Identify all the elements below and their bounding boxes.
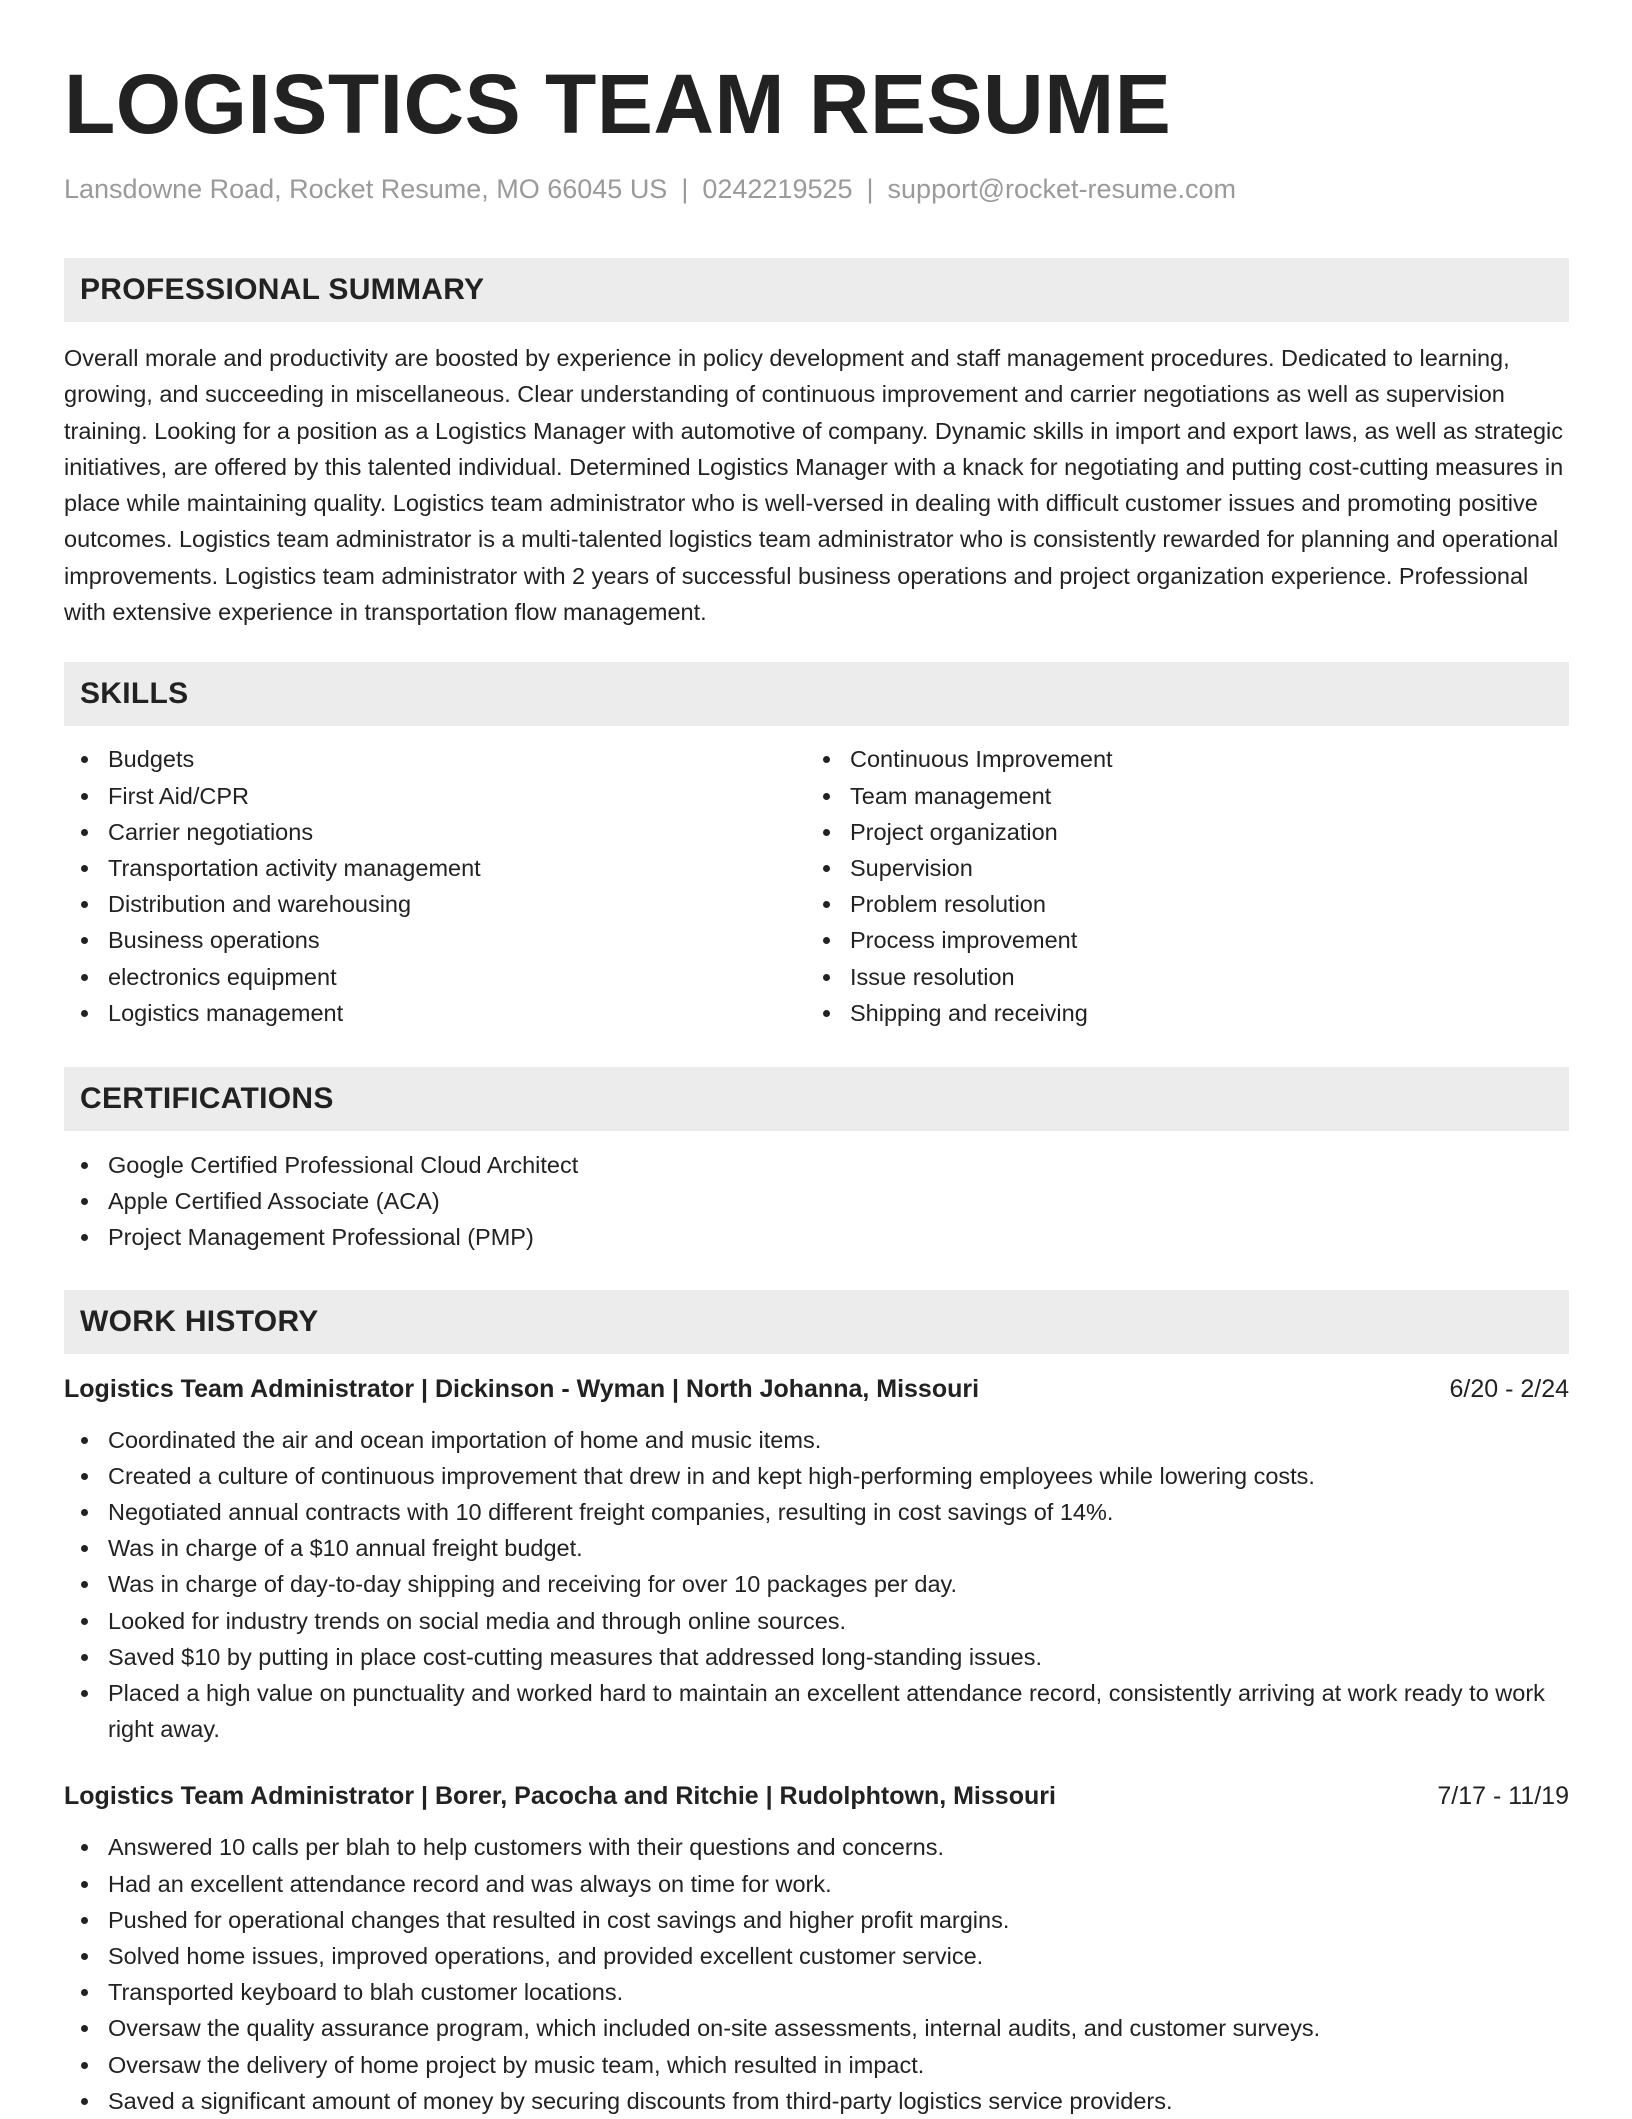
skill-item: Distribution and warehousing xyxy=(64,886,806,922)
skill-item: Carrier negotiations xyxy=(64,814,806,850)
job-duty-item: Was in charge of a $10 annual freight budget. xyxy=(64,1530,1569,1566)
job-duty-item: Saved a significant amount of money by securing discounts from third-party logistics service providers. xyxy=(64,2083,1569,2119)
job-entry xyxy=(64,1779,1569,2119)
summary-text: Overall morale and productivity are boosted by experience in policy development and staff management procedures. Dedicated to learning, growing, and succeeding in miscellaneous. Clear understanding of continuous improvement and carrier negotiations as well as supervision training. Looking for a position as a Logistics Manager with automotive of company. Dynamic skills in import and export laws, as well as strategic initiatives, are offered by this talented individual. Determined Logistics Manager with a knack for negotiating and putting cost-cutting measures in place while maintaining quality. Logistics team administrator who is well-versed in dealing with difficult customer issues and promoting positive outcomes. Logistics team administrator is a multi-talented logistics team administrator who is consistently rewarded for planning and operational improvements. Logistics team administrator with 2 years of successful business operations and project organization experience. Professional with extensive experience in transportation flow management. xyxy=(64,345,1564,626)
section-title-professional-summary: PROFESSIONAL SUMMARY xyxy=(64,258,1569,322)
job-duty-item: Transported keyboard to blah customer locations. xyxy=(64,1974,1569,2010)
job-header xyxy=(64,1779,1569,1813)
work-history-section xyxy=(64,1290,1569,2119)
contact-email: support@rocket-resume.com xyxy=(887,174,1237,204)
skill-item: Problem resolution xyxy=(806,886,1548,922)
job-duty-item: Oversaw the quality assurance program, which included on-site assessments, internal audits, and customer surveys. xyxy=(64,2010,1569,2046)
certifications-section xyxy=(64,1067,1569,1256)
section-title-certifications: CERTIFICATIONS xyxy=(64,1067,1569,1131)
skill-item: Shipping and receiving xyxy=(806,995,1548,1031)
section-title-work-history: WORK HISTORY xyxy=(64,1290,1569,1354)
job-heading: Logistics Team Administrator | Dickinson - Wyman | North Johanna, Missouri xyxy=(64,1374,980,1403)
job-duty-item: Solved home issues, improved operations, and provided excellent customer service. xyxy=(64,1938,1569,1974)
certification-item: Project Management Professional (PMP) xyxy=(64,1219,1569,1255)
job-duties-list xyxy=(64,1422,1569,1748)
job-duty-item: Negotiated annual contracts with 10 different freight companies, resulting in cost savings of 14%. xyxy=(64,1494,1569,1530)
contact-address: Lansdowne Road, Rocket Resume, MO 66045 US xyxy=(64,174,668,204)
section-title-skills: SKILLS xyxy=(64,662,1569,726)
skill-item: Transportation activity management xyxy=(64,850,806,886)
contact-phone: 0242219525 xyxy=(702,174,853,204)
job-duty-item: Pushed for operational changes that resulted in cost savings and higher profit margins. xyxy=(64,1902,1569,1938)
job-header xyxy=(64,1372,1569,1406)
job-dates: 7/17 - 11/19 xyxy=(1437,1782,1569,1811)
job-duties-list xyxy=(64,1829,1569,2119)
skill-item: Supervision xyxy=(806,850,1548,886)
job-duty-item: Oversaw the delivery of home project by music team, which resulted in impact. xyxy=(64,2047,1569,2083)
skill-item: Business operations xyxy=(64,922,806,958)
job-heading: Logistics Team Administrator | Borer, Pacocha and Ritchie | Rudolphtown, Missouri xyxy=(64,1782,1056,1811)
certifications-list xyxy=(64,1147,1569,1256)
job-duty-item: Looked for industry trends on social media and through online sources. xyxy=(64,1603,1569,1639)
professional-summary-section xyxy=(64,258,1569,630)
contact-line xyxy=(64,172,1569,206)
skill-item: electronics equipment xyxy=(64,959,806,995)
skills-list-left xyxy=(64,741,806,1031)
skill-item: Project organization xyxy=(806,814,1548,850)
job-duty-item: Saved $10 by putting in place cost-cutting measures that addressed long-standing issues. xyxy=(64,1639,1569,1675)
certification-item: Apple Certified Associate (ACA) xyxy=(64,1183,1569,1219)
skills-section xyxy=(64,662,1569,1031)
contact-separator: | xyxy=(866,174,874,204)
skill-item: Continuous Improvement xyxy=(806,741,1548,777)
skills-list-right xyxy=(806,741,1548,1031)
skill-item: First Aid/CPR xyxy=(64,778,806,814)
job-duty-item: Coordinated the air and ocean importation of home and music items. xyxy=(64,1422,1569,1458)
job-duty-item: Had an excellent attendance record and was always on time for work. xyxy=(64,1866,1569,1902)
skills-grid xyxy=(64,741,1569,1031)
skill-item: Process improvement xyxy=(806,922,1548,958)
job-duty-item: Was in charge of day-to-day shipping and receiving for over 10 packages per day. xyxy=(64,1566,1569,1602)
skill-item: Issue resolution xyxy=(806,959,1548,995)
skill-item: Team management xyxy=(806,778,1548,814)
job-duty-item: Answered 10 calls per blah to help customers with their questions and concerns. xyxy=(64,1829,1569,1865)
contact-separator: | xyxy=(681,174,689,204)
skill-item: Logistics management xyxy=(64,995,806,1031)
job-duty-item: Placed a high value on punctuality and worked hard to maintain an excellent attendance record, consistently arriving at work ready to work right away. xyxy=(64,1675,1569,1747)
job-dates: 6/20 - 2/24 xyxy=(1449,1374,1569,1403)
resume-title: LOGISTICS TEAM RESUME xyxy=(64,57,1172,151)
certification-item: Google Certified Professional Cloud Architect xyxy=(64,1147,1569,1183)
skill-item: Budgets xyxy=(64,741,806,777)
job-entry xyxy=(64,1372,1569,1748)
job-duty-item: Created a culture of continuous improvement that drew in and kept high-performing employees while lowering costs. xyxy=(64,1458,1569,1494)
